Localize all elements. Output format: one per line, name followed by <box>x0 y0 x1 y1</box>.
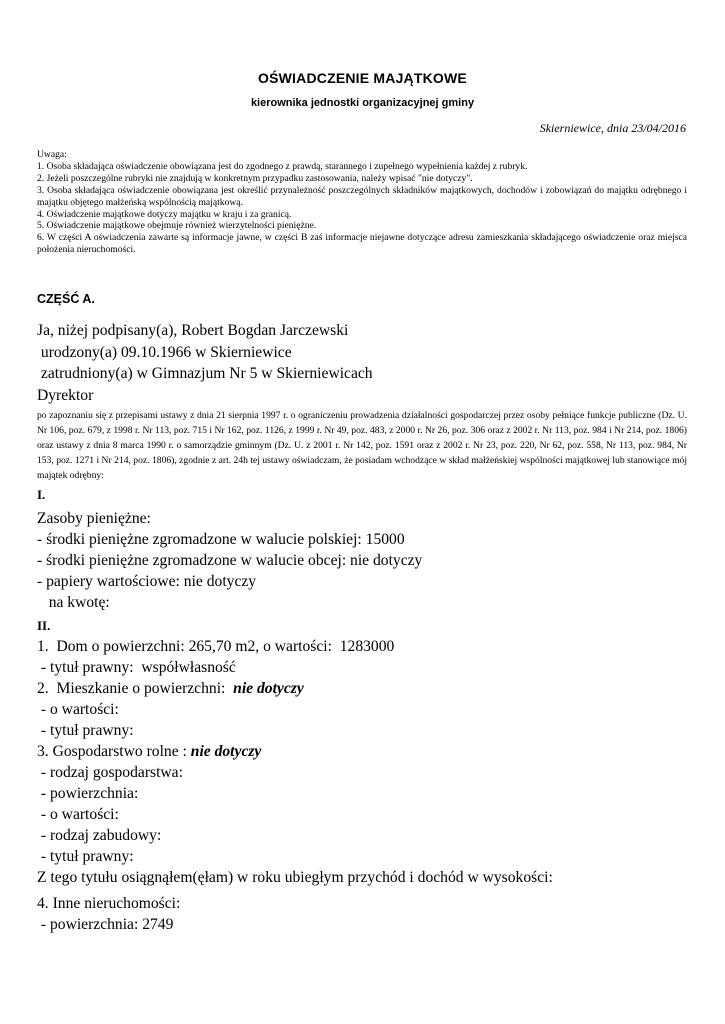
flat-value: nie dotyczy <box>233 680 304 697</box>
part-a-heading: CZĘŚĆ A. <box>37 292 95 306</box>
place-date: Skierniewice, dnia 23/04/2016 <box>539 121 686 135</box>
house-title-line: - tytuł prawny: współwłasność <box>37 659 236 676</box>
other-area-line: - powierzchnia: 2749 <box>37 916 174 933</box>
income-line: Z tego tytułu osiągnąłem(ęłam) w roku ubiegłym przychód i dochód w wysokości: <box>37 869 553 886</box>
section-1-line: - środki pieniężne zgromadzone w walucie obcej: nie dotyczy <box>37 552 423 569</box>
document-subtitle: kierownika jednostki organizacyjnej gminy <box>250 97 475 109</box>
section-1-line: - papiery wartościowe: nie dotyczy <box>37 573 257 590</box>
farm-detail-line: - o wartości: <box>37 806 119 823</box>
note-item: 4. Oświadczenie majątkowe dotyczy majątku w kraju i za granicą. <box>37 208 292 220</box>
flat-line <box>37 678 553 699</box>
notes-block <box>37 149 687 256</box>
farm-label: 3. Gospodarstwo rolne : <box>37 743 191 760</box>
flat-label: 2. Mieszkanie o powierzchni: <box>37 680 234 697</box>
farm-detail-line: - powierzchnia: <box>37 785 139 802</box>
section-1-line: na kwotę: <box>37 594 110 611</box>
note-item: 5. Oświadczenie majątkowe obejmuje również wierzytelności pieniężne. <box>37 220 317 232</box>
section-1-heading: I. <box>37 487 46 502</box>
note-item: 1. Osoba składająca oświadczenie obowiązana jest do zgodnego z prawdą, starannego i zupełnego wypełnienia każdej z rubryk. <box>37 160 528 172</box>
section-2-heading: II. <box>37 618 51 633</box>
note-item: 6. W części A oświadczenia zawarte są informacje jawne, w części B zaś informacje niejawne dotyczące adresu zamieszkania składającego oświadczenie oraz miejsca położenia nieruchomości. <box>37 232 687 256</box>
declarant-line: Dyrektor <box>37 386 94 404</box>
document-title: OŚWIADCZENIE MAJĄTKOWE <box>258 70 467 86</box>
declarant-line: Ja, niżej podpisany(a), Robert Bogdan Jarczewski <box>37 322 349 339</box>
section-1-line: - środki pieniężne zgromadzone w walucie polskiej: 15000 <box>37 531 405 548</box>
declarant-block <box>37 320 373 406</box>
flat-title-line: - tytuł prawny: <box>37 722 134 739</box>
note-item: 3. Osoba składająca oświadczenie obowiązana jest określić przynależność poszczególnych składników majątkowych, dochodów i zobowiązań do majątku odrębnego i majątku objętego małżeńską wspólnością majątkową. <box>37 184 687 208</box>
declarant-line: urodzony(a) 09.10.1966 w Skierniewice <box>37 343 292 361</box>
house-line: 1. Dom o powierzchni: 265,70 m2, o wartości: 1283000 <box>37 638 395 655</box>
legal-text: po zapoznaniu się z przepisami ustawy z dnia 21 sierpnia 1997 r. o ograniczeniu prowadzenia działalności gospodarczej przez osoby pełniące funkcje publiczne (Dz. U. Nr 106, poz. 679, z 1998 r. Nr 113, poz. 715 i Nr 162, poz. 1126, z 1999 r. Nr 49, poz. 483, z 2000 r. Nr 26, poz. 306 oraz z 2002 r. Nr 113, poz. 984 i Nr 214, poz. 1806) oraz ustawy z dnia 8 marca 1990 r. o samorządzie gminnym (Dz. U. z 2001 r. Nr 142, poz. 1591 oraz z 2002 r. Nr 23, poz. 220, Nr 62, poz. 558, Nr 113, poz. 984, Nr 153, poz. 1271 i Nr 214, poz. 1806), zgodnie z art. 24h tej ustawy oświadczam, że posiadam wchodzące w skład małżeńskiej wspólności majątkowej lub stanowiące mój majątek odrębny: <box>37 410 687 481</box>
section-2-content <box>37 636 553 935</box>
farm-detail-line: - tytuł prawny: <box>37 848 134 865</box>
notes-heading: Uwaga: <box>37 149 67 160</box>
declarant-line: zatrudniony(a) w Gimnazjum Nr 5 w Skierniewicach <box>37 365 373 382</box>
farm-detail-line: - rodzaj zabudowy: <box>37 827 162 844</box>
farm-detail-line: - rodzaj gospodarstwa: <box>37 764 183 781</box>
section-1-content <box>37 508 422 613</box>
farm-value: nie dotyczy <box>190 743 262 760</box>
farm-line <box>37 741 553 762</box>
flat-value-line: - o wartości: <box>37 701 119 718</box>
other-property-line: 4. Inne nieruchomości: <box>37 895 181 912</box>
section-1-line: Zasoby pieniężne: <box>37 510 151 527</box>
note-item: 2. Jeżeli poszczególne rubryki nie znajdują w konkretnym przypadku zastosowania, należy wpisać "nie dotyczy". <box>37 172 473 184</box>
